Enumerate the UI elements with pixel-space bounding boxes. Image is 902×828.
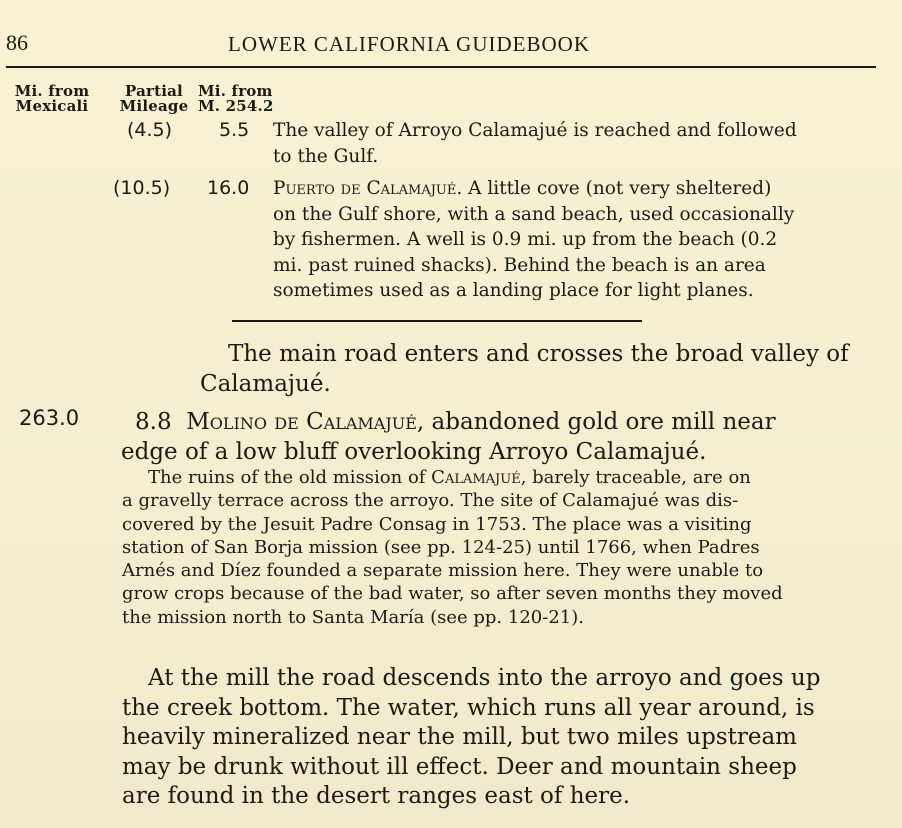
column-heading-mi-from-mexicali: Mi. from Mexicali xyxy=(14,82,90,115)
mill-paragraph: At the mill the road descends into the arroyo and goes up the creek bottom. The water, which runs all year around, is heavily mineralized near the mill, but two miles upstream may be drunk without ill effect. Deer and mountain sheep are found in the desert ranges east of here. xyxy=(122,665,821,809)
entry-text: The valley of Arroyo Calamajué is reached and followed to the Gulf. xyxy=(273,120,797,167)
entry-text: Puerto de Calamajué. A little cove (not very sheltered) on the Gulf shore, with a sand beach, used occasionally by fishermen. A well is 0.9 mi. up from the beach (0.2 mi. past ruined shacks). Behind the beach is an area sometimes used as a landing place for light planes. xyxy=(273,178,795,301)
section-divider xyxy=(232,320,642,322)
place-name: Molino de Calamajué xyxy=(186,409,417,435)
column-heading-mi-from-m: Mi. from M. 254.2 xyxy=(198,82,274,115)
main-road-paragraph: The main road enters and crosses the broad valley of Calamajué. xyxy=(200,341,849,397)
mileage-from-mexicali-value: 263.0 xyxy=(19,406,80,430)
molino-entry: 8.8 Molino de Calamajué, abandoned gold ore mill near edge of a low bluff overlooking Arroyo Calamajué. xyxy=(121,409,776,465)
partial-mileage-value: 8.8 xyxy=(135,409,172,435)
mileage-from-m-value: 5.5 xyxy=(219,119,250,141)
page-number: 86 xyxy=(6,30,28,55)
place-name: Calamajué xyxy=(431,467,521,488)
place-name: Puerto de Calamajué xyxy=(273,178,457,199)
partial-mileage-value: (4.5) xyxy=(127,119,173,141)
header-rule xyxy=(6,66,876,68)
running-head: LOWER CALIFORNIA GUIDEBOOK xyxy=(228,32,590,56)
mission-note: The ruins of the old mission of Calamajué, barely traceable, are on a gravelly terrace across the arroyo. The site of Calamajué was dis- covered by the Jesuit Padre Consag in 1753. The place was a visiting station of San Borja mission (see pp. 124-25) until 1766, when Padres Arnés and Díez founded a separate mission here. They were unable to grow crops because of the bad water, so after seven months they moved the mission north to Santa María (see pp. 120-21). xyxy=(122,467,783,628)
mileage-from-m-value: 16.0 xyxy=(207,177,250,199)
column-heading-partial-mileage: Partial Mileage xyxy=(119,82,189,115)
partial-mileage-value: (10.5) xyxy=(113,177,171,199)
